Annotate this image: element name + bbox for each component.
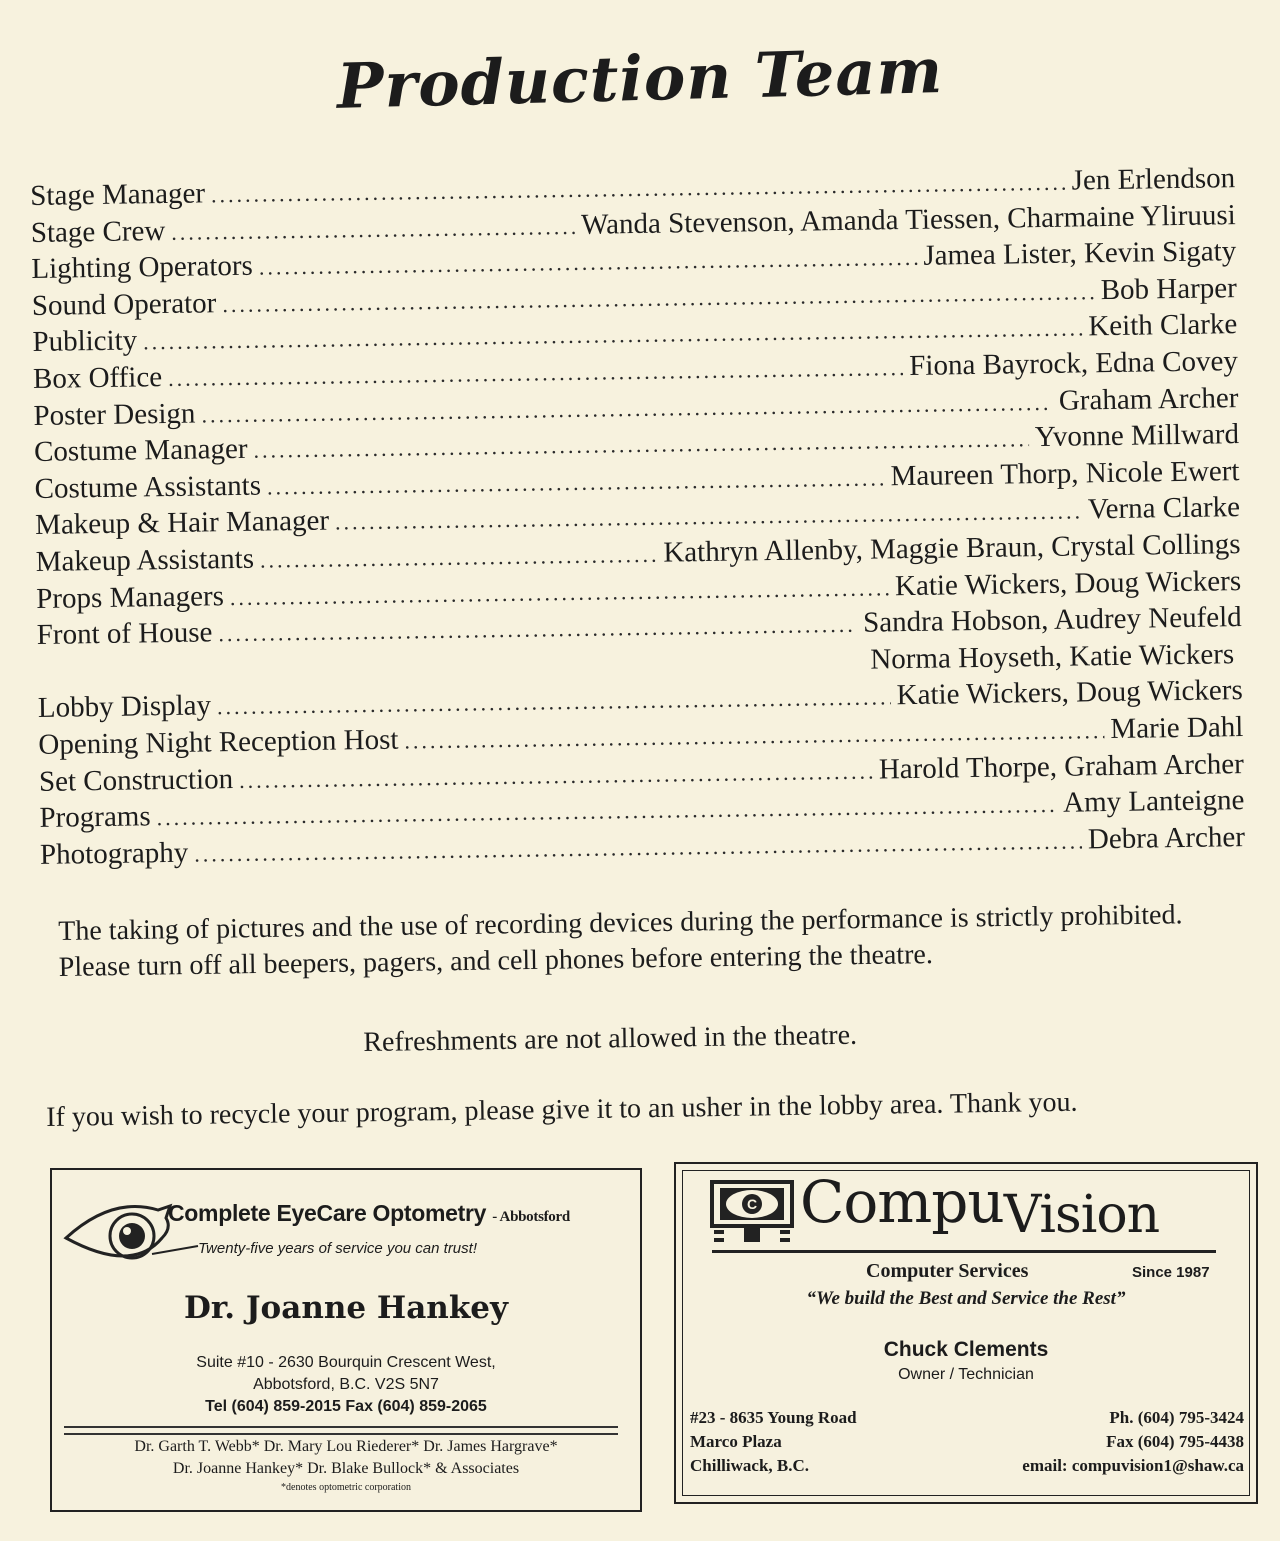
compuvision-logo-icon bbox=[710, 1180, 794, 1246]
eyecare-doctor: Dr. Joanne Hankey bbox=[183, 1290, 509, 1326]
compuvision-wordmark-compu: Compu bbox=[800, 1168, 1004, 1236]
credit-names: Graham Archer bbox=[1058, 381, 1239, 417]
eyecare-name-text: Complete EyeCare Optometry bbox=[168, 1200, 487, 1226]
eyecare-address bbox=[52, 1352, 640, 1418]
refreshments-notice bbox=[30, 1013, 1190, 1066]
compuvision-wordmark bbox=[800, 1168, 1160, 1245]
dot-leader bbox=[171, 209, 575, 252]
devices-notice-text: The taking of pictures and the use of recording devices during the performance is strictly prohibited. Please turn off all beepers, pagers, and cell phones before entering the theatre. bbox=[58, 899, 1183, 983]
compuvision-owner: Chuck Clements bbox=[883, 1338, 1049, 1361]
compuvision-address-line2: Marco Plaza bbox=[690, 1432, 782, 1451]
credit-role: Set Construction bbox=[38, 762, 234, 798]
credit-names: Jamea Lister, Kevin Sigaty bbox=[923, 235, 1237, 272]
credit-names: Marie Dahl bbox=[1110, 710, 1244, 745]
credit-names: Wanda Stevenson, Amanda Tiessen, Charmaine Yliruusi bbox=[580, 198, 1236, 241]
credit-role: Front of House bbox=[36, 616, 213, 652]
compuvision-since: Since 1987 bbox=[1132, 1264, 1210, 1281]
credit-names: Fiona Bayrock, Edna Covey bbox=[909, 345, 1239, 382]
eyecare-footnote: *denotes optometric corporation bbox=[281, 1482, 411, 1493]
eyecare-address-line2: Abbotsford, B.C. V2S 5N7 bbox=[253, 1376, 439, 1393]
credit-role: Makeup Assistants bbox=[35, 542, 255, 578]
credit-names: Maureen Thorp, Nicole Ewert bbox=[890, 454, 1240, 493]
credit-names: Harold Thorpe, Graham Archer bbox=[878, 747, 1245, 785]
credit-names: Amy Lanteigne bbox=[1062, 784, 1245, 819]
compuvision-role: Owner / Technician bbox=[898, 1366, 1034, 1383]
recycle-notice bbox=[46, 1082, 1246, 1136]
refreshments-notice-text: Refreshments are not allowed in the theatre. bbox=[363, 1019, 858, 1059]
credit-names: Kathryn Allenby, Maggie Braun, Crystal Collings bbox=[663, 528, 1241, 569]
credit-role: Props Managers bbox=[36, 579, 225, 615]
credit-role: Stage Manager bbox=[30, 177, 206, 212]
eyecare-doctors-line2: Dr. Joanne Hankey* Dr. Blake Bullock* & Associates bbox=[172, 1460, 520, 1477]
credit-names: Jen Erlendson bbox=[1071, 162, 1236, 197]
devices-notice bbox=[58, 897, 1219, 986]
credit-role: Lighting Operators bbox=[31, 249, 254, 286]
compuvision-fax: Fax (604) 795-4438 bbox=[1106, 1432, 1244, 1451]
credit-role: Box Office bbox=[32, 361, 163, 395]
svg-text:C: C bbox=[746, 1196, 758, 1212]
compuvision-phone: Ph. (604) 795-3424 bbox=[1109, 1408, 1244, 1427]
credit-role: Photography bbox=[39, 836, 189, 871]
eyecare-business-name bbox=[168, 1200, 570, 1227]
credit-names: Yvonne Millward bbox=[1034, 418, 1240, 454]
compuvision-address-line1: #23 - 8635 Young Road bbox=[690, 1408, 857, 1427]
credit-role: Stage Crew bbox=[30, 214, 166, 249]
credit-names: Bob Harper bbox=[1100, 271, 1238, 306]
credit-role: Lobby Display bbox=[37, 689, 212, 725]
compuvision-address-line3: Chilliwack, B.C. bbox=[690, 1456, 810, 1475]
eyecare-doctors-line1: Dr. Garth T. Webb* Dr. Mary Lou Riederer* Dr. James Hargrave* bbox=[134, 1438, 558, 1455]
eyecare-doctors bbox=[52, 1436, 640, 1480]
eyecare-city: - Abbotsford bbox=[492, 1209, 570, 1225]
credit-names-continuation: Norma Hoyseth, Katie Wickers bbox=[870, 637, 1235, 676]
credit-role: Publicity bbox=[32, 324, 138, 359]
eyecare-phone: Tel (604) 859-2015 Fax (604) 859-2065 bbox=[205, 1398, 487, 1415]
credit-role: Poster Design bbox=[33, 397, 196, 432]
compuvision-email: email: compuvision1@shaw.ca bbox=[1022, 1456, 1244, 1475]
credit-role: Programs bbox=[39, 800, 151, 835]
credit-role: Costume Manager bbox=[33, 432, 248, 469]
credit-names: Sandra Hobson, Audrey Neufeld bbox=[862, 601, 1242, 639]
credit-names: Verna Clarke bbox=[1087, 491, 1241, 526]
credit-names: Katie Wickers, Doug Wickers bbox=[894, 564, 1242, 602]
credits-list bbox=[30, 160, 1245, 873]
recycle-notice-text: If you wish to recycle your program, please give it to an usher in the lobby area. Thank you. bbox=[46, 1086, 1078, 1133]
compuvision-address bbox=[690, 1406, 857, 1478]
eyecare-address-line1: Suite #10 - 2630 Bourquin Crescent West, bbox=[196, 1354, 496, 1371]
credit-role: Sound Operator bbox=[31, 287, 217, 322]
credit-names: Katie Wickers, Doug Wickers bbox=[896, 674, 1243, 712]
compuvision-contact bbox=[1022, 1406, 1244, 1478]
dot-leader bbox=[260, 537, 658, 579]
eyecare-tagline: Twenty-five years of service you can trust! bbox=[198, 1240, 477, 1257]
credit-role: Makeup & Hair Manager bbox=[34, 504, 330, 542]
credit-role: Costume Assistants bbox=[34, 469, 262, 505]
compuvision-rule bbox=[712, 1250, 1216, 1253]
credit-names: Keith Clarke bbox=[1088, 308, 1238, 343]
compuvision-ad bbox=[674, 1162, 1258, 1504]
page-title: Production Team bbox=[336, 34, 944, 123]
credit-role: Opening Night Reception Host bbox=[38, 723, 399, 761]
compuvision-slogan: “We build the Best and Service the Rest” bbox=[806, 1288, 1126, 1309]
eyecare-divider bbox=[64, 1426, 618, 1435]
credit-names: Debra Archer bbox=[1087, 820, 1246, 856]
compuvision-wordmark-vision: Vision bbox=[1003, 1185, 1160, 1245]
compuvision-services: Computer Services bbox=[866, 1260, 1029, 1282]
eyecare-ad bbox=[50, 1168, 642, 1512]
